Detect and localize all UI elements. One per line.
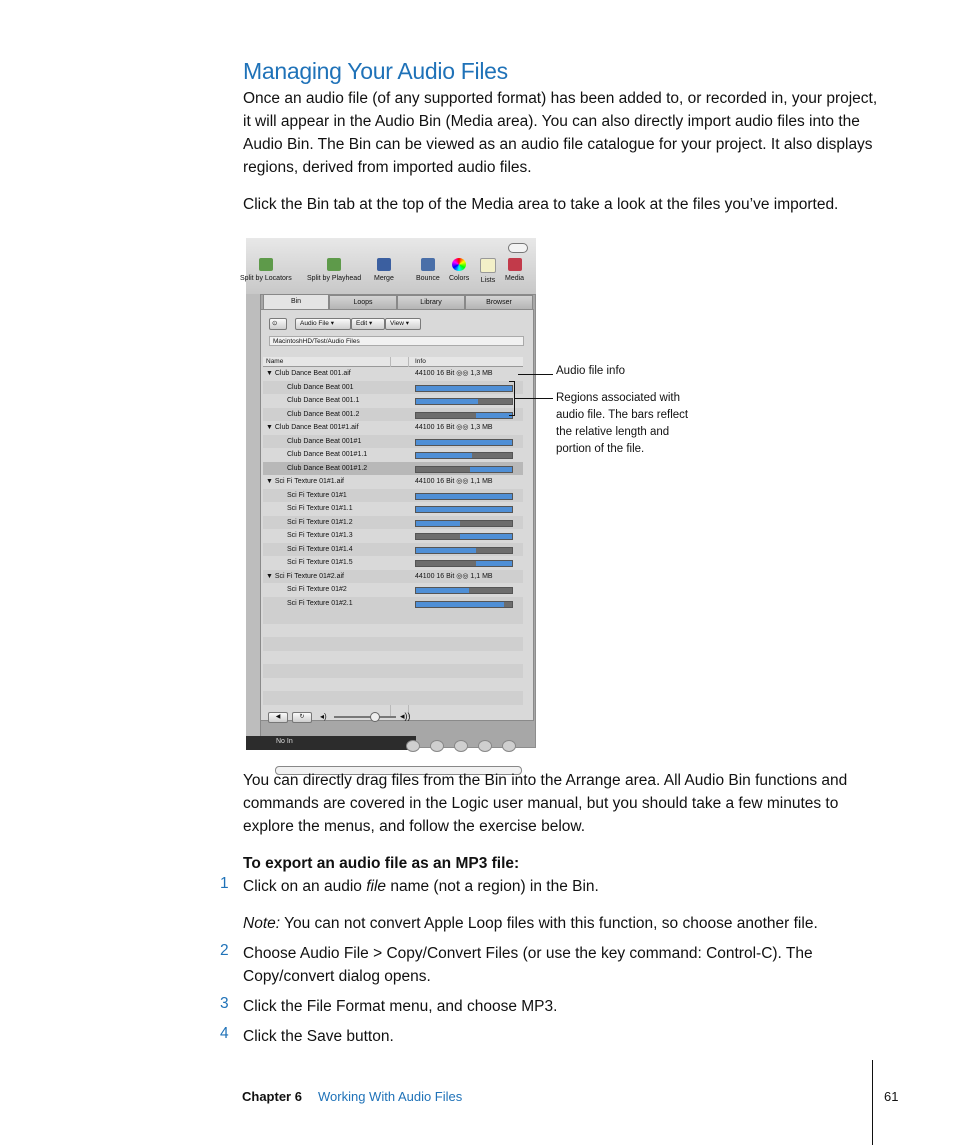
footer-button[interactable] [454, 740, 468, 752]
bin-rows [263, 367, 523, 705]
region-row[interactable] [263, 435, 523, 449]
region-length-bar [415, 398, 513, 405]
edit-menu[interactable]: Edit ▾ [351, 318, 385, 330]
note-text: You can not convert Apple Loop files with this function, so choose another file. [280, 915, 818, 932]
region-row[interactable] [263, 381, 523, 395]
region-length-bar [415, 385, 513, 392]
region-name: Sci Fi Texture 01#1.5 [287, 559, 353, 566]
region-portion-fill [416, 399, 478, 404]
region-length-bar [415, 560, 513, 567]
region-portion-fill [416, 588, 469, 593]
region-length-bar [415, 466, 513, 473]
bounce-icon [421, 258, 435, 271]
region-name: Club Dance Beat 001.2 [287, 410, 360, 418]
bin-panel [260, 309, 534, 721]
file-row[interactable] [263, 421, 523, 435]
region-row[interactable] [263, 556, 523, 570]
colors-button[interactable] [449, 258, 469, 282]
file-row[interactable] [263, 570, 523, 584]
step-emphasis: file [366, 878, 387, 895]
step-4-text: Click the Save button. [243, 1028, 394, 1045]
region-portion-fill [416, 453, 472, 458]
region-portion-fill [476, 561, 512, 566]
region-portion-fill [416, 507, 512, 512]
bin-path: MacintoshHD/Test/Audio Files [269, 336, 524, 346]
audio-bin-screenshot [240, 238, 536, 748]
file-info: 44100 16 Bit ◎◎ 1,1 MB [415, 478, 493, 485]
footer-button[interactable] [406, 740, 420, 752]
file-row[interactable] [263, 475, 523, 489]
footer-divider [872, 1060, 873, 1145]
callout-line-regions [515, 398, 553, 399]
media-tabs [263, 295, 532, 309]
region-row[interactable] [263, 489, 523, 503]
play-icon[interactable]: ◀ [268, 712, 288, 723]
region-row[interactable] [263, 448, 523, 462]
chapter-title-link[interactable]: Working With Audio Files [318, 1089, 463, 1104]
drag-paragraph: You can directly drag files from the Bin into the Arrange area. All Audio Bin functions and commands are covered in the Logic user manual, but you should take a few minutes to explore the menus, and follow the exercise below. [243, 772, 848, 835]
merge-icon [377, 258, 391, 271]
page-title: Managing Your Audio Files [243, 58, 508, 84]
volume-low-icon: ◂) [320, 712, 327, 721]
region-name: Sci Fi Texture 01#1.4 [287, 545, 353, 553]
step-number: 1 [220, 875, 229, 892]
region-length-bar [415, 601, 513, 608]
step-number: 3 [220, 995, 229, 1012]
region-name: Club Dance Beat 001#1.1 [287, 451, 368, 458]
region-name: Club Dance Beat 001#1 [287, 437, 362, 445]
menu-label: Edit [356, 320, 368, 327]
toolbar-label: Colors [449, 275, 470, 282]
region-portion-fill [416, 494, 512, 499]
callout-bracket-bottom [509, 415, 515, 416]
empty-row [263, 637, 523, 651]
media-button[interactable] [505, 258, 524, 282]
lists-icon [480, 258, 496, 273]
toolbar-label: Split by Playhead [307, 275, 362, 282]
region-name: Sci Fi Texture 01#2.1 [287, 599, 353, 607]
empty-row [263, 610, 523, 624]
column-header [263, 357, 523, 367]
step-3-text: Click the File Format menu, and choose MP3. [243, 998, 558, 1015]
callout-bracket-top [509, 381, 515, 382]
bounce-button[interactable] [416, 258, 440, 282]
audio-file-menu[interactable]: Audio File ▾ [295, 318, 351, 330]
page-number: 61 [884, 1089, 899, 1104]
split-by-locators-button[interactable] [240, 258, 292, 282]
file-info: 44100 16 Bit ◎◎ 1,1 MB [415, 572, 493, 580]
file-name: ▼ Sci Fi Texture 01#1.aif [266, 478, 345, 485]
arrange-edge-strip [246, 294, 261, 744]
volume-high-icon: ◂)) [400, 711, 411, 721]
toolbar-label: Media [505, 275, 525, 282]
region-portion-fill [416, 386, 512, 391]
region-name: Club Dance Beat 001 [287, 383, 354, 391]
media-icon [508, 258, 522, 271]
step-2-text: Choose Audio File > Copy/Convert Files (or use the key command: Control-C). The Copy/convert dialog opens. [243, 945, 813, 985]
region-row[interactable] [263, 543, 523, 557]
split-by-playhead-button[interactable] [307, 258, 361, 282]
region-length-bar [415, 587, 513, 594]
view-menu[interactable]: View ▾ [385, 318, 421, 330]
note [243, 912, 883, 935]
region-length-bar [415, 439, 513, 446]
volume-slider[interactable] [334, 716, 396, 718]
split-locators-icon [259, 258, 273, 271]
tab-browser[interactable]: Browser [465, 295, 533, 309]
toolbar [240, 238, 536, 295]
split-playhead-icon [327, 258, 341, 271]
region-name: Club Dance Beat 001.1 [287, 397, 360, 404]
callout-regions-line: portion of the file. [556, 443, 645, 455]
footer-button[interactable] [502, 740, 516, 752]
region-portion-fill [416, 440, 512, 445]
tab-bin[interactable]: Bin [263, 294, 329, 310]
volume-slider-knob[interactable] [370, 712, 380, 722]
region-length-bar [415, 506, 513, 513]
region-portion-fill [460, 534, 512, 539]
info-column-header[interactable]: Info [415, 358, 426, 365]
file-info: 44100 16 Bit ◎◎ 1,3 MB [415, 424, 493, 431]
region-row[interactable] [263, 462, 523, 476]
region-row[interactable] [263, 597, 523, 611]
region-portion-fill [416, 521, 460, 526]
colors-icon [452, 258, 466, 271]
step-number: 2 [220, 942, 229, 959]
region-name: Club Dance Beat 001#1.2 [287, 464, 368, 472]
chapter-label: Chapter 6 [242, 1089, 302, 1104]
note-label: Note: [243, 915, 281, 932]
empty-row [263, 651, 523, 665]
toolbar-label: Split by Locators [240, 275, 292, 282]
region-length-bar [415, 412, 513, 419]
tab-loops[interactable]: Loops [329, 295, 397, 309]
lists-button[interactable] [480, 258, 496, 284]
menu-label: Audio File [300, 320, 329, 327]
footer-button[interactable] [430, 740, 444, 752]
empty-row [263, 664, 523, 678]
region-name: Sci Fi Texture 01#1.1 [287, 505, 353, 512]
toolbar-label: Bounce [416, 275, 440, 282]
toolbar-label: Lists [480, 277, 496, 284]
region-length-bar [415, 533, 513, 540]
tab-library[interactable]: Library [397, 295, 465, 309]
file-info: 44100 16 Bit ◎◎ 1,3 MB [415, 370, 493, 377]
region-length-bar [415, 493, 513, 500]
empty-row [263, 624, 523, 638]
step-text: name (not a region) in the Bin. [386, 878, 599, 895]
empty-row [263, 678, 523, 692]
footer-buttons [406, 740, 531, 750]
step-1-text [243, 875, 883, 898]
callout-line-info [518, 374, 553, 375]
region-name: Sci Fi Texture 01#1.2 [287, 518, 353, 526]
menu-label: View [390, 320, 404, 327]
region-row[interactable] [263, 583, 523, 597]
region-name: Sci Fi Texture 01#1.3 [287, 532, 353, 539]
link-button[interactable]: ⊙ [269, 318, 287, 330]
callout-regions-line: Regions associated with [556, 392, 681, 404]
region-name: Sci Fi Texture 01#2 [287, 586, 347, 593]
region-portion-fill [470, 467, 512, 472]
region-name: Sci Fi Texture 01#1 [287, 491, 347, 499]
intro-paragraph: Once an audio file (of any supported format) has been added to, or recorded in, your project, it will appear in the Audio Bin (Media area). You can also directly import audio files into the Audio Bin. The Bin can be viewed as an audio file catalogue for your project. It also displays regions, derived from imported audio files. [243, 90, 878, 176]
merge-button[interactable] [374, 258, 394, 282]
region-row[interactable] [263, 529, 523, 543]
region-row[interactable] [263, 394, 523, 408]
callout-audio-file-info: Audio file info [556, 365, 626, 377]
region-length-bar [415, 547, 513, 554]
name-column-header[interactable]: Name [266, 358, 284, 365]
arrange-footer: No In [246, 736, 416, 750]
region-length-bar [415, 520, 513, 527]
callout-regions-line: audio file. The bars reflect [556, 409, 689, 421]
bin-tab-instruction: Click the Bin tab at the top of the Media area to take a look at the files you’ve imported. [243, 196, 839, 213]
step-number: 4 [220, 1025, 229, 1042]
step-text: Click on an audio [243, 878, 367, 895]
file-name: ▼ Club Dance Beat 001.aif [266, 370, 351, 377]
region-row[interactable] [263, 502, 523, 516]
toolbar-toggle-button[interactable] [508, 243, 528, 253]
cycle-icon[interactable]: ↻ [292, 712, 312, 723]
region-row[interactable] [263, 408, 523, 422]
file-name: ▼ Club Dance Beat 001#1.aif [266, 424, 359, 431]
callout-regions [556, 390, 688, 458]
task-heading: To export an audio file as an MP3 file: [243, 855, 520, 872]
region-portion-fill [416, 602, 504, 607]
file-name: ▼ Sci Fi Texture 01#2.aif [266, 572, 345, 580]
callout-regions-line: the relative length and [556, 426, 670, 438]
file-row[interactable] [263, 367, 523, 381]
region-length-bar [415, 452, 513, 459]
region-row[interactable] [263, 516, 523, 530]
preview-controls [260, 710, 532, 724]
region-portion-fill [476, 413, 512, 418]
region-portion-fill [416, 548, 476, 553]
toolbar-label: Merge [374, 275, 394, 282]
empty-row [263, 691, 523, 705]
footer-button[interactable] [478, 740, 492, 752]
